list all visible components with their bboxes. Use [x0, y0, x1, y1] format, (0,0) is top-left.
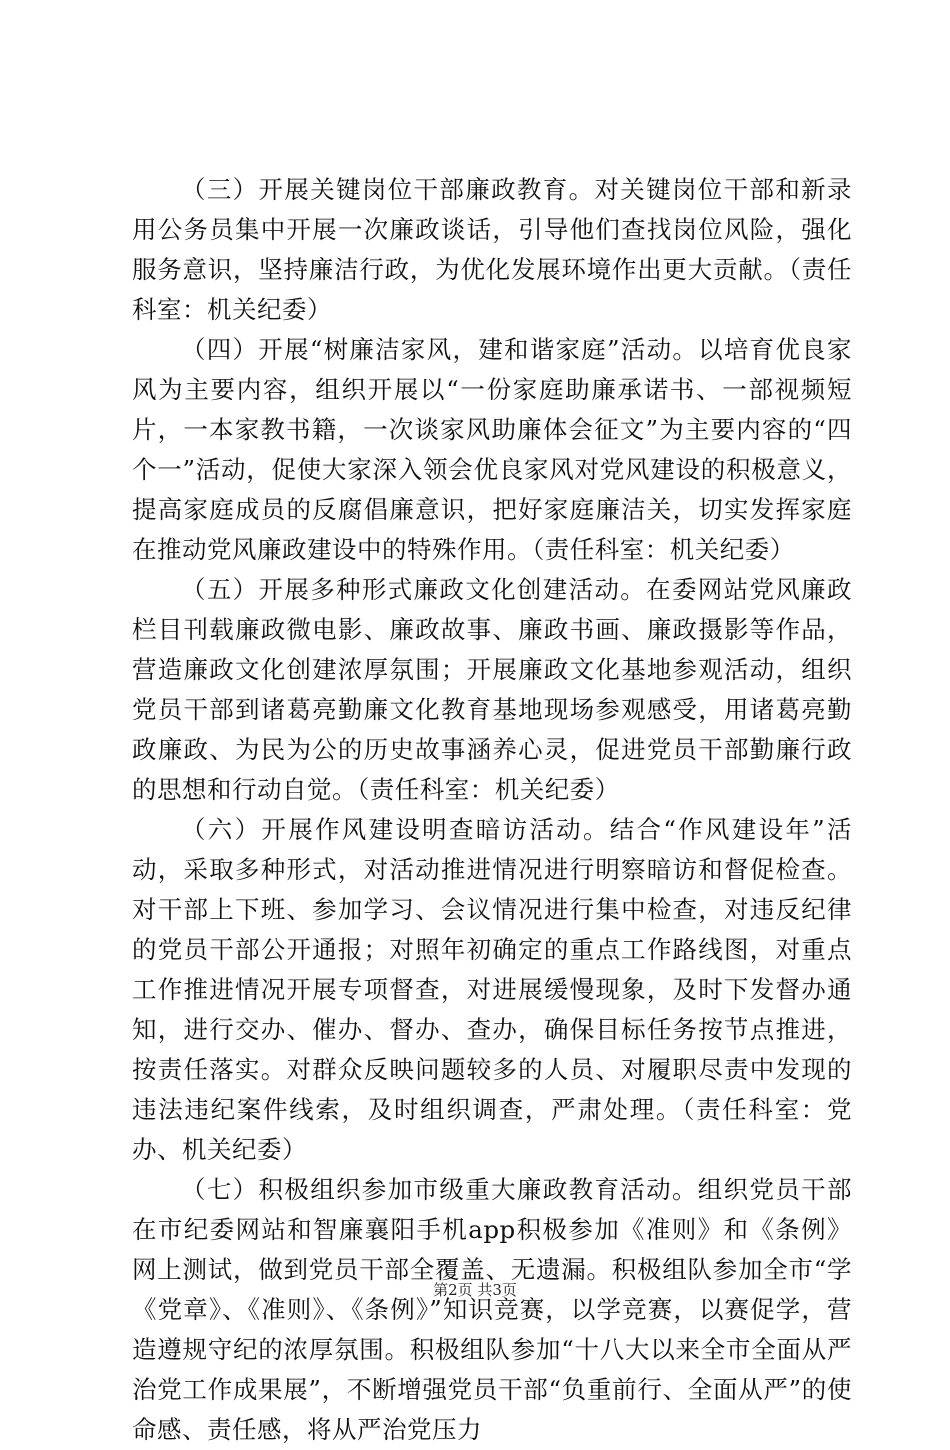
paragraph-6: （六）开展作风建设明查暗访活动。结合“作风建设年”活动，采取多种形式，对活动推进情况进行明察暗访和督促检查。对干部上下班、参加学习、会议情况进行集中检查，对违反纪律的党员干部公开通报；对照年初确定的重点工作路线图，对重点工作推进情况开展专项督查，对进展缓慢现象，及时下发督办通知，进行交办、催办、督办、查办，确保目标任务按节点推进，按责任落实。对群众反映问题较多的人员、对履职尽责中发现的违法违纪案件线索，及时组织调查，严肃处理。（责任科室：党办、机关纪委） — [132, 815, 852, 1164]
page-number: 第2页 — [433, 1281, 473, 1299]
page-total: 共3页 — [477, 1281, 517, 1299]
document-body — [132, 170, 852, 1450]
page-footer — [0, 1280, 950, 1300]
paragraph-3: （三）开展关键岗位干部廉政教育。对关键岗位干部和新录用公务员集中开展一次廉政谈话，引导他们查找岗位风险，强化服务意识，坚持廉洁行政，为优化发展环境作出更大贡献。（责任科室：机关纪委） — [132, 175, 852, 324]
paragraph-4: （四）开展“树廉洁家风，建和谐家庭”活动。以培育优良家风为主要内容，组织开展以“一份家庭助廉承诺书、一部视频短片，一本家教书籍，一次谈家风助廉体会征文”为主要内容的“四个一”活动，促使大家深入领会优良家风对党风建设的积极意义，提高家庭成员的反腐倡廉意识，把好家庭廉洁关，切实发挥家庭在推动党风廉政建设中的特殊作用。（责任科室：机关纪委） — [132, 335, 852, 564]
paragraph-7: （七）积极组织参加市级重大廉政教育活动。组织党员干部在市纪委网站和智廉襄阳手机app积极参加《准则》和《条例》网上测试，做到党员干部全覆盖、无遗漏。积极组队参加全市“学《党章》、《准则》、《条例》”知识竞赛，以学竞赛，以赛促学，营造遵规守纪的浓厚氛围。积极组队参加“十八大以来全市全面从严治党工作成果展”，不断增强党员干部“负重前行、全面从严”的使命感、责任感，将从严治党压力 — [132, 1175, 852, 1444]
paragraph-5: （五）开展多种形式廉政文化创建活动。在委网站党风廉政栏目刊载廉政微电影、廉政故事、廉政书画、廉政摄影等作品，营造廉政文化创建浓厚氛围；开展廉政文化基地参观活动，组织党员干部到诸葛亮勤廉文化教育基地现场参观感受，用诸葛亮勤政廉政、为民为公的历史故事涵养心灵，促进党员干部勤廉行政的思想和行动自觉。（责任科室：机关纪委） — [132, 575, 852, 804]
